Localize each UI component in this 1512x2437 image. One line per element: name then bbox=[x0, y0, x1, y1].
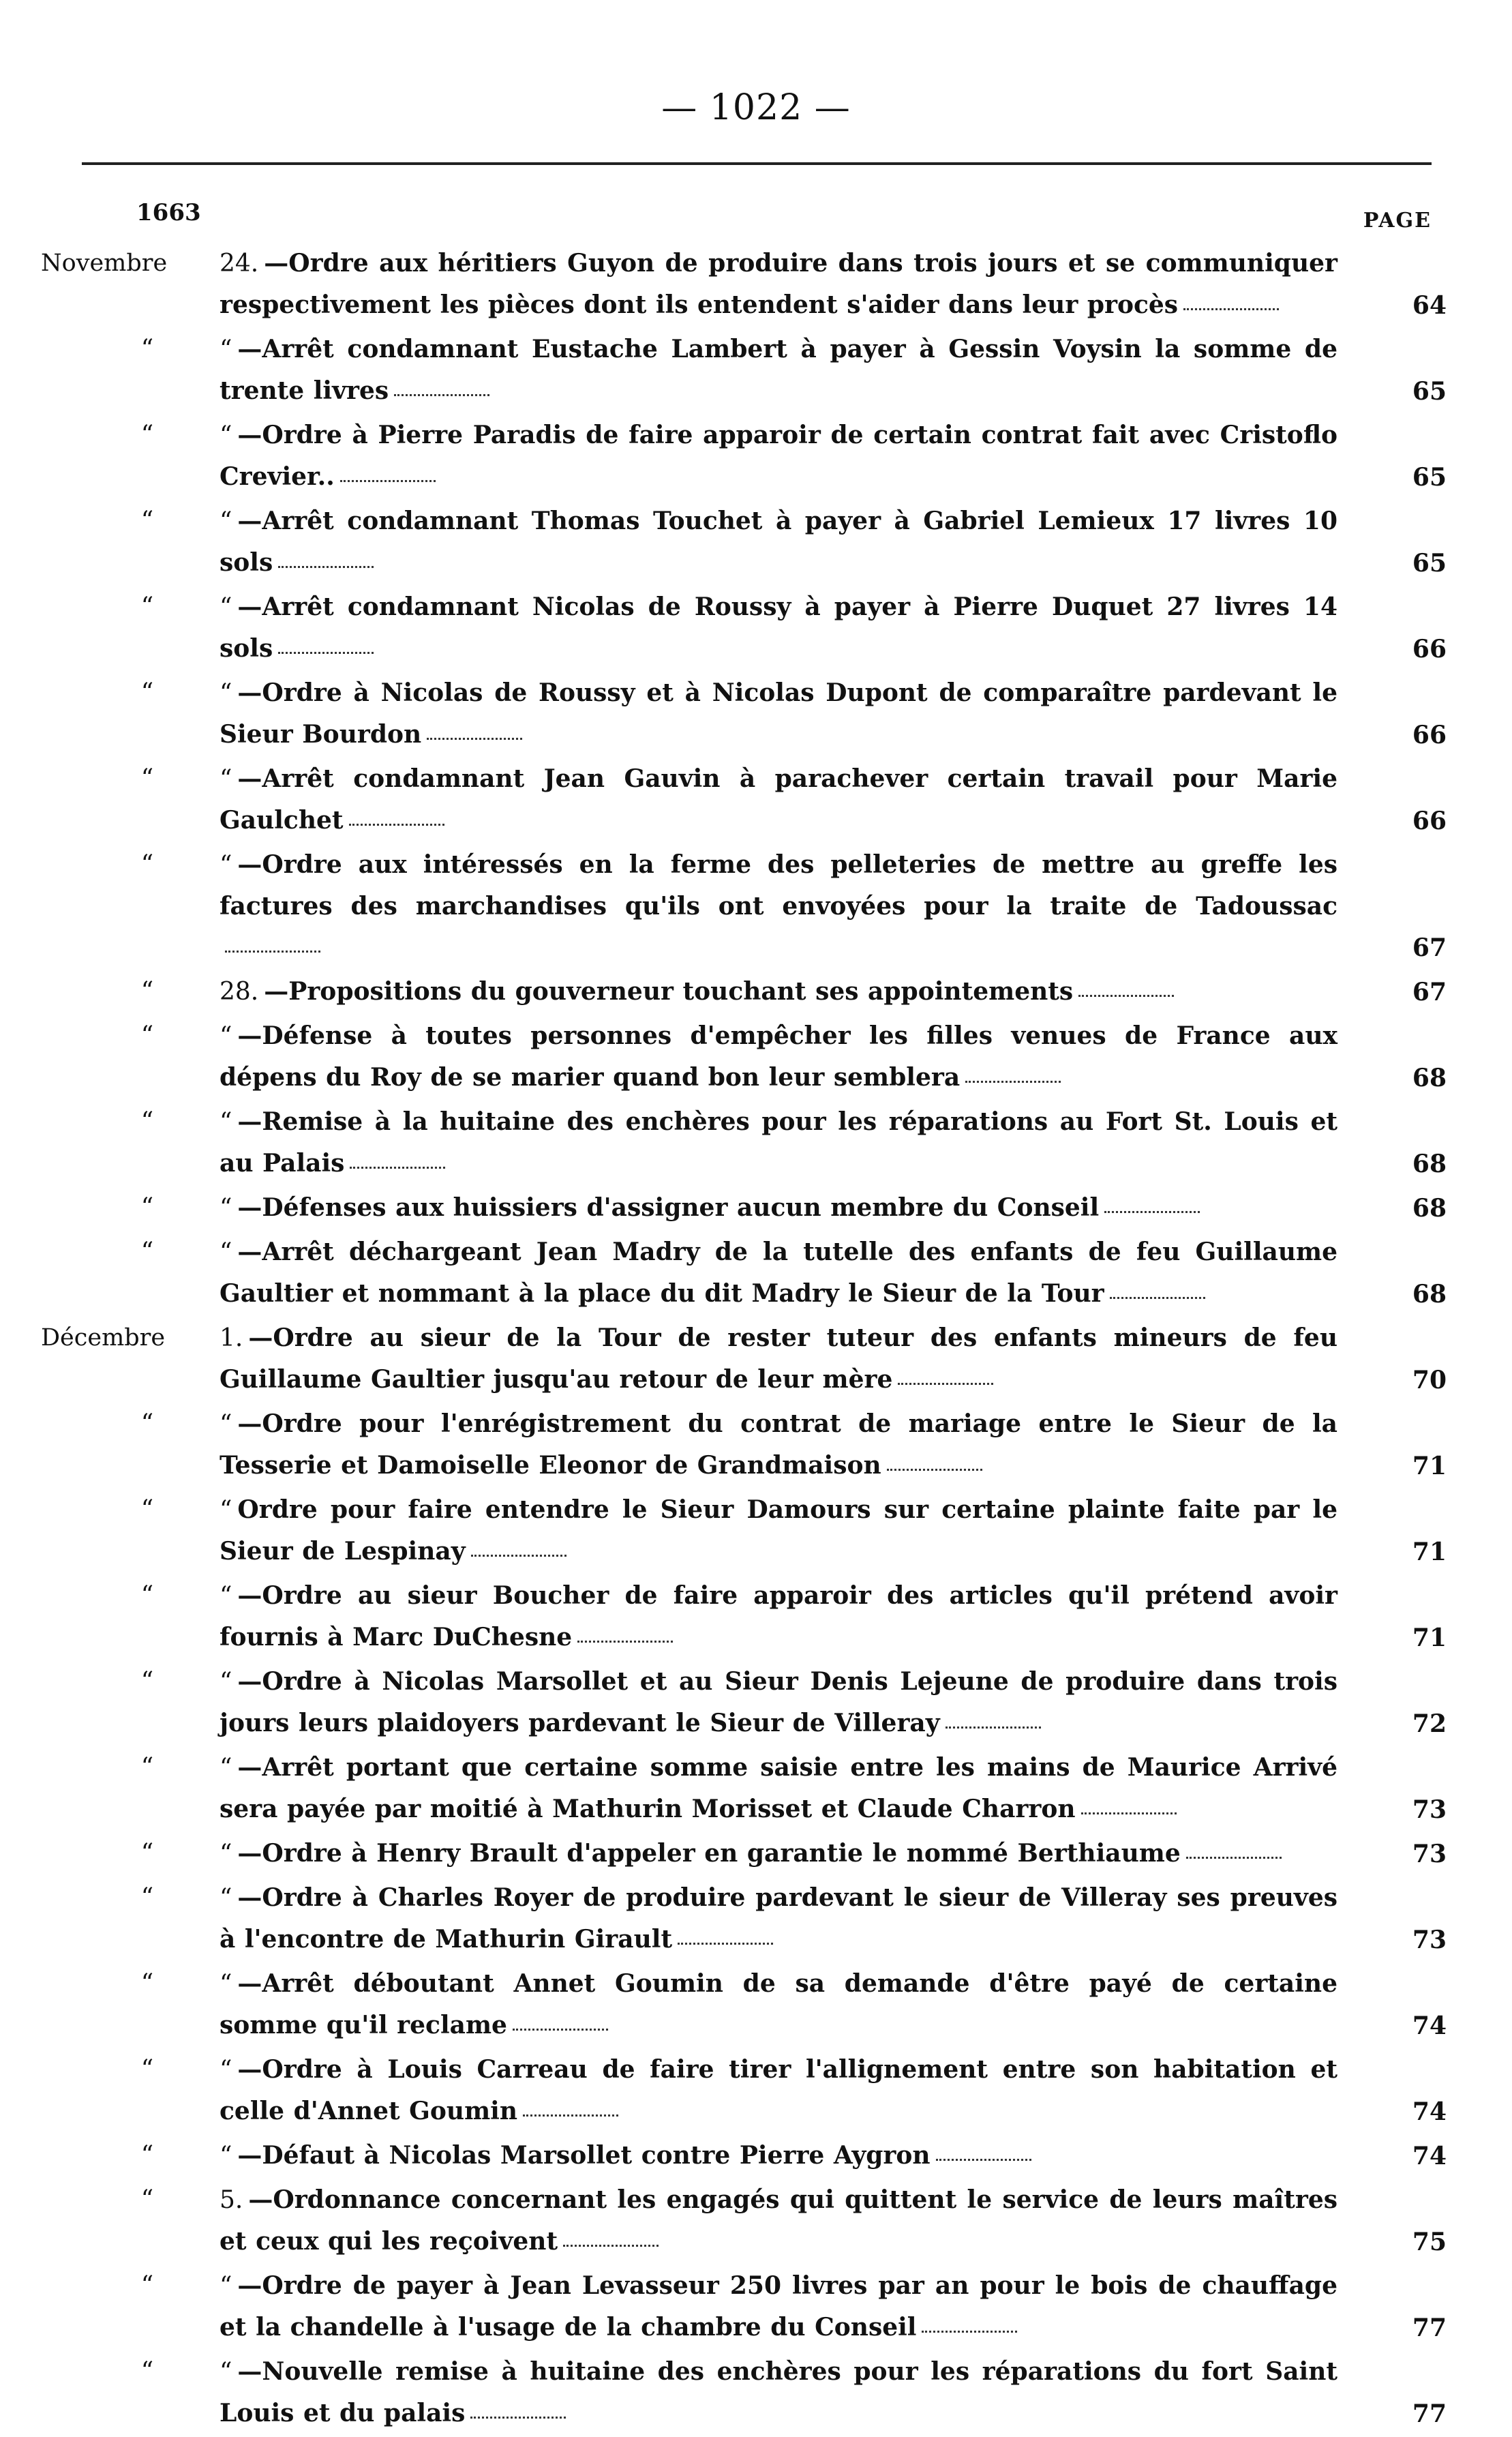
entry-description: —Arrêt déchargeant Jean Madry de la tutelle des enfants de feu Guillaume Gaultier et nommant à la place du dit Madry le Sieur de la Tour bbox=[220, 1238, 1337, 1308]
entry-text bbox=[220, 415, 1337, 498]
entry-day: “ bbox=[220, 851, 232, 879]
dot-leader bbox=[471, 1555, 566, 1557]
index-entry bbox=[0, 243, 1512, 326]
entry-month: Décembre bbox=[41, 1324, 166, 1351]
entry-description: —Arrêt condamnant Nicolas de Roussy à payer à Pierre Duquet 27 livres 14 sols bbox=[220, 593, 1337, 663]
ditto-mark: “ bbox=[140, 2055, 154, 2083]
entry-description: —Ordre de payer à Jean Levasseur 250 livres par an pour le bois de chauffage et la chandelle à l'usage de la chambre du Conseil bbox=[220, 2271, 1337, 2342]
ditto-mark: “ bbox=[140, 1238, 154, 1266]
entry-text bbox=[220, 586, 1337, 670]
index-entry bbox=[0, 1489, 1512, 1572]
ditto-mark: “ bbox=[140, 678, 154, 706]
index-entry bbox=[0, 415, 1512, 498]
entry-text bbox=[220, 2351, 1337, 2434]
entry-day: 1. bbox=[220, 1324, 243, 1352]
entry-day: “ bbox=[220, 1668, 232, 1696]
entry-day: “ bbox=[220, 1840, 232, 1868]
index-entry bbox=[0, 1187, 1512, 1229]
dot-leader bbox=[887, 1469, 982, 1471]
index-entry bbox=[0, 329, 1512, 412]
ditto-mark: “ bbox=[140, 593, 154, 621]
index-entry bbox=[0, 2351, 1512, 2434]
entry-text bbox=[220, 971, 1337, 1013]
index-entry bbox=[0, 971, 1512, 1013]
entry-description: —Ordre au sieur de la Tour de rester tuteur des enfants mineurs de feu Guillaume Gaultier jusqu'au retour de leur mère bbox=[220, 1324, 1337, 1394]
entry-page: 68 bbox=[1412, 1194, 1447, 1223]
dot-leader bbox=[394, 394, 489, 396]
dot-leader bbox=[523, 2114, 618, 2117]
entry-description: —Ordre aux héritiers Guyon de produire dans trois jours et se communiquer respectivement les pièces dont ils entendent s'aider dans leur procès bbox=[220, 249, 1337, 319]
entry-text bbox=[220, 1833, 1337, 1874]
entry-text bbox=[220, 1101, 1337, 1184]
dot-leader bbox=[1183, 308, 1279, 310]
dot-leader bbox=[946, 1726, 1041, 1729]
entry-day: “ bbox=[220, 593, 232, 621]
index-entry bbox=[0, 844, 1512, 968]
entry-day: “ bbox=[220, 1194, 232, 1222]
entry-day: “ bbox=[220, 2142, 232, 2170]
page-number: — 1022 — bbox=[661, 87, 851, 128]
entry-text bbox=[220, 672, 1337, 756]
entry-page: 77 bbox=[1412, 2399, 1447, 2428]
index-entry bbox=[0, 1833, 1512, 1874]
entry-page: 77 bbox=[1412, 2314, 1447, 2342]
dot-leader bbox=[936, 2159, 1031, 2161]
entry-text bbox=[220, 1231, 1337, 1315]
entry-page: 75 bbox=[1412, 2228, 1447, 2256]
entry-description: —Défaut à Nicolas Marsollet contre Pierre Aygron bbox=[237, 2141, 931, 2170]
ditto-mark: “ bbox=[140, 1581, 154, 1609]
index-entry bbox=[0, 672, 1512, 756]
entry-description: —Arrêt condamnant Eustache Lambert à payer à Gessin Voysin la somme de trente livres bbox=[220, 335, 1337, 405]
ditto-mark: “ bbox=[140, 1667, 154, 1695]
dot-leader bbox=[898, 1383, 993, 1385]
entry-description: —Arrêt condamnant Jean Gauvin à parachever certain travail pour Marie Gaulchet bbox=[220, 764, 1337, 835]
dot-leader bbox=[1104, 1211, 1200, 1213]
entry-description: —Ordre au sieur Boucher de faire apparoir des articles qu'il prétend avoir fournis à Marc DuChesne bbox=[220, 1581, 1337, 1651]
entry-text bbox=[220, 1489, 1337, 1572]
entry-description: —Ordre aux intéressés en la ferme des pelleteries de mettre au greffe les factures des marchandises qu'ils ont envoyées pour la traite de Tadoussac bbox=[220, 850, 1337, 921]
entry-page: 66 bbox=[1412, 807, 1447, 835]
page-column-header: PAGE bbox=[1363, 209, 1432, 233]
entry-description: —Ordonnance concernant les engagés qui quittent le service de leurs maîtres et ceux qui les reçoivent bbox=[220, 2185, 1337, 2256]
entry-description: Ordre pour faire entendre le Sieur Damours sur certaine plainte faite par le Sieur de Lespinay bbox=[220, 1495, 1337, 1566]
index-entry bbox=[0, 1575, 1512, 1658]
entry-day: “ bbox=[220, 335, 232, 363]
entry-page: 71 bbox=[1412, 1538, 1447, 1566]
year-label: 1663 bbox=[136, 199, 201, 226]
entry-description: —Arrêt portant que certaine somme saisie entre les mains de Maurice Arrivé sera payée par moitié à Mathurin Morisset et Claude Charron bbox=[220, 1753, 1337, 1823]
entry-description: —Arrêt déboutant Annet Goumin de sa demande d'être payé de certaine somme qu'il reclame bbox=[220, 1969, 1337, 2039]
entry-day: 5. bbox=[220, 2186, 243, 2214]
entry-day: “ bbox=[220, 2056, 232, 2084]
index-entry bbox=[0, 1101, 1512, 1184]
entry-text bbox=[220, 500, 1337, 584]
entry-page: 68 bbox=[1412, 1280, 1447, 1309]
dot-leader bbox=[922, 2331, 1017, 2333]
entry-page: 67 bbox=[1412, 933, 1447, 962]
entry-page: 70 bbox=[1412, 1366, 1447, 1394]
entry-text bbox=[220, 2179, 1337, 2262]
entry-page: 73 bbox=[1412, 1840, 1447, 1868]
entry-day: “ bbox=[220, 1022, 232, 1050]
entry-month: Novembre bbox=[41, 250, 168, 277]
entry-day: “ bbox=[220, 1238, 232, 1266]
index-entry bbox=[0, 2265, 1512, 2348]
dot-leader bbox=[470, 2417, 566, 2419]
entry-text bbox=[220, 1747, 1337, 1830]
entry-day: “ bbox=[220, 679, 232, 707]
ditto-mark: “ bbox=[140, 1969, 154, 1997]
entry-day: “ bbox=[220, 2272, 232, 2300]
entry-day: “ bbox=[220, 1970, 232, 1998]
entry-page: 72 bbox=[1412, 1709, 1447, 1738]
entry-text bbox=[220, 1317, 1337, 1401]
entry-text bbox=[220, 2135, 1337, 2177]
entry-text bbox=[220, 1963, 1337, 2046]
entry-text bbox=[220, 1661, 1337, 1744]
entry-day: “ bbox=[220, 1582, 232, 1610]
entry-description: —Arrêt condamnant Thomas Touchet à payer à Gabriel Lemieux 17 livres 10 sols bbox=[220, 507, 1337, 577]
ditto-mark: “ bbox=[140, 1883, 154, 1911]
dot-leader bbox=[340, 480, 436, 482]
dot-leader bbox=[513, 2029, 608, 2031]
entry-description: —Ordre à Nicolas Marsollet et au Sieur Denis Lejeune de produire dans trois jours leurs plaidoyers pardevant le Sieur de Villeray bbox=[220, 1667, 1337, 1737]
ditto-mark: “ bbox=[140, 507, 154, 535]
entry-page: 65 bbox=[1412, 549, 1447, 578]
entry-text bbox=[220, 1015, 1337, 1098]
entry-text bbox=[220, 1187, 1337, 1229]
entry-day: “ bbox=[220, 1884, 232, 1912]
index-entry bbox=[0, 500, 1512, 584]
dot-leader bbox=[427, 738, 522, 740]
entry-description: —Ordre à Pierre Paradis de faire apparoir de certain contrat fait avec Cristoflo Crevier.. bbox=[220, 421, 1337, 491]
index-entry bbox=[0, 586, 1512, 670]
index-entry bbox=[0, 2135, 1512, 2177]
entry-description: —Ordre à Henry Brault d'appeler en garantie le nommé Berthiaume bbox=[237, 1839, 1181, 1868]
dot-leader bbox=[1186, 1857, 1282, 1859]
entry-day: “ bbox=[220, 2358, 232, 2386]
entry-text bbox=[220, 1575, 1337, 1658]
index-entry bbox=[0, 1403, 1512, 1486]
entry-day: “ bbox=[220, 507, 232, 535]
entry-page: 65 bbox=[1412, 377, 1447, 406]
index-entry bbox=[0, 1015, 1512, 1098]
entry-text bbox=[220, 844, 1337, 968]
dot-leader bbox=[278, 652, 374, 654]
entry-page: 64 bbox=[1412, 291, 1447, 320]
ditto-mark: “ bbox=[140, 764, 154, 792]
ditto-mark: “ bbox=[140, 2271, 154, 2299]
entry-page: 74 bbox=[1412, 2097, 1447, 2126]
entry-page: 71 bbox=[1412, 1624, 1447, 1652]
dot-leader bbox=[278, 566, 374, 568]
entry-day: “ bbox=[220, 765, 232, 793]
entry-day: 28. bbox=[220, 978, 259, 1006]
entry-description: —Remise à la huitaine des enchères pour les réparations au Fort St. Louis et au Palais bbox=[220, 1107, 1337, 1178]
index-entry bbox=[0, 1317, 1512, 1401]
entry-text bbox=[220, 2049, 1337, 2132]
dot-leader bbox=[225, 951, 320, 953]
ditto-mark: “ bbox=[140, 1021, 154, 1049]
ditto-mark: “ bbox=[140, 2357, 154, 2385]
entry-description: —Propositions du gouverneur touchant ses appointements bbox=[264, 977, 1074, 1006]
dot-leader bbox=[577, 1641, 673, 1643]
dot-leader bbox=[1081, 1812, 1177, 1814]
entry-day: “ bbox=[220, 1754, 232, 1782]
index-entry bbox=[0, 2049, 1512, 2132]
ditto-mark: “ bbox=[140, 2185, 154, 2213]
dot-leader bbox=[1110, 1297, 1205, 1299]
dot-leader bbox=[1078, 995, 1174, 997]
ditto-mark: “ bbox=[140, 1107, 154, 1135]
header-rule bbox=[82, 162, 1432, 165]
ditto-mark: “ bbox=[140, 1495, 154, 1523]
index-entries bbox=[0, 243, 1512, 2437]
index-entry bbox=[0, 1747, 1512, 1830]
entry-page: 68 bbox=[1412, 1150, 1447, 1178]
dot-leader bbox=[563, 2245, 659, 2247]
entry-description: —Ordre pour l'enrégistrement du contrat de mariage entre le Sieur de la Tesserie et Damoiselle Eleonor de Grandmaison bbox=[220, 1409, 1337, 1480]
entry-page: 73 bbox=[1412, 1795, 1447, 1824]
entry-page: 65 bbox=[1412, 463, 1447, 492]
entry-text bbox=[220, 2265, 1337, 2348]
ditto-mark: “ bbox=[140, 2141, 154, 2169]
entry-description: —Ordre à Nicolas de Roussy et à Nicolas Dupont de comparaître pardevant le Sieur Bourdon bbox=[220, 678, 1337, 749]
entry-day: “ bbox=[220, 1496, 232, 1524]
entry-day: 24. bbox=[220, 250, 259, 278]
index-entry bbox=[0, 1231, 1512, 1315]
entry-day: “ bbox=[220, 1410, 232, 1438]
entry-text bbox=[220, 1403, 1337, 1486]
entry-description: —Ordre à Charles Royer de produire pardevant le sieur de Villeray ses preuves à l'encontre de Mathurin Girault bbox=[220, 1883, 1337, 1954]
ditto-mark: “ bbox=[140, 850, 154, 878]
ditto-mark: “ bbox=[140, 1409, 154, 1437]
entry-page: 67 bbox=[1412, 978, 1447, 1006]
ditto-mark: “ bbox=[140, 977, 154, 1005]
entry-description: —Ordre à Louis Carreau de faire tirer l'allignement entre son habitation et celle d'Annet Goumin bbox=[220, 2055, 1337, 2125]
ditto-mark: “ bbox=[140, 1753, 154, 1781]
index-entry bbox=[0, 758, 1512, 841]
index-entry bbox=[0, 2179, 1512, 2262]
ditto-mark: “ bbox=[140, 335, 154, 363]
entry-text bbox=[220, 243, 1337, 326]
dot-leader bbox=[965, 1081, 1061, 1083]
entry-text bbox=[220, 329, 1337, 412]
entry-description: —Nouvelle remise à huitaine des enchères pour les réparations du fort Saint Louis et du palais bbox=[220, 2357, 1337, 2427]
ditto-mark: “ bbox=[140, 1839, 154, 1867]
entry-page: 73 bbox=[1412, 1926, 1447, 1954]
entry-description: —Défenses aux huissiers d'assigner aucun membre du Conseil bbox=[237, 1193, 1100, 1222]
ditto-mark: “ bbox=[140, 1193, 154, 1221]
entry-page: 74 bbox=[1412, 2012, 1447, 2040]
dot-leader bbox=[349, 824, 444, 826]
entry-page: 71 bbox=[1412, 1452, 1447, 1480]
entry-text bbox=[220, 758, 1337, 841]
ditto-mark: “ bbox=[140, 421, 154, 449]
entry-page: 68 bbox=[1412, 1064, 1447, 1092]
entry-page: 66 bbox=[1412, 721, 1447, 749]
entry-day: “ bbox=[220, 421, 232, 449]
dot-leader bbox=[678, 1943, 773, 1945]
dot-leader bbox=[350, 1167, 445, 1169]
index-entry bbox=[0, 1661, 1512, 1744]
entry-description: —Défense à toutes personnes d'empêcher les filles venues de France aux dépens du Roy de se marier quand bon leur semblera bbox=[220, 1021, 1337, 1092]
index-entry bbox=[0, 1877, 1512, 1960]
entry-page: 74 bbox=[1412, 2142, 1447, 2170]
entry-day: “ bbox=[220, 1108, 232, 1136]
entry-page: 66 bbox=[1412, 635, 1447, 663]
entry-text bbox=[220, 1877, 1337, 1960]
index-entry bbox=[0, 1963, 1512, 2046]
